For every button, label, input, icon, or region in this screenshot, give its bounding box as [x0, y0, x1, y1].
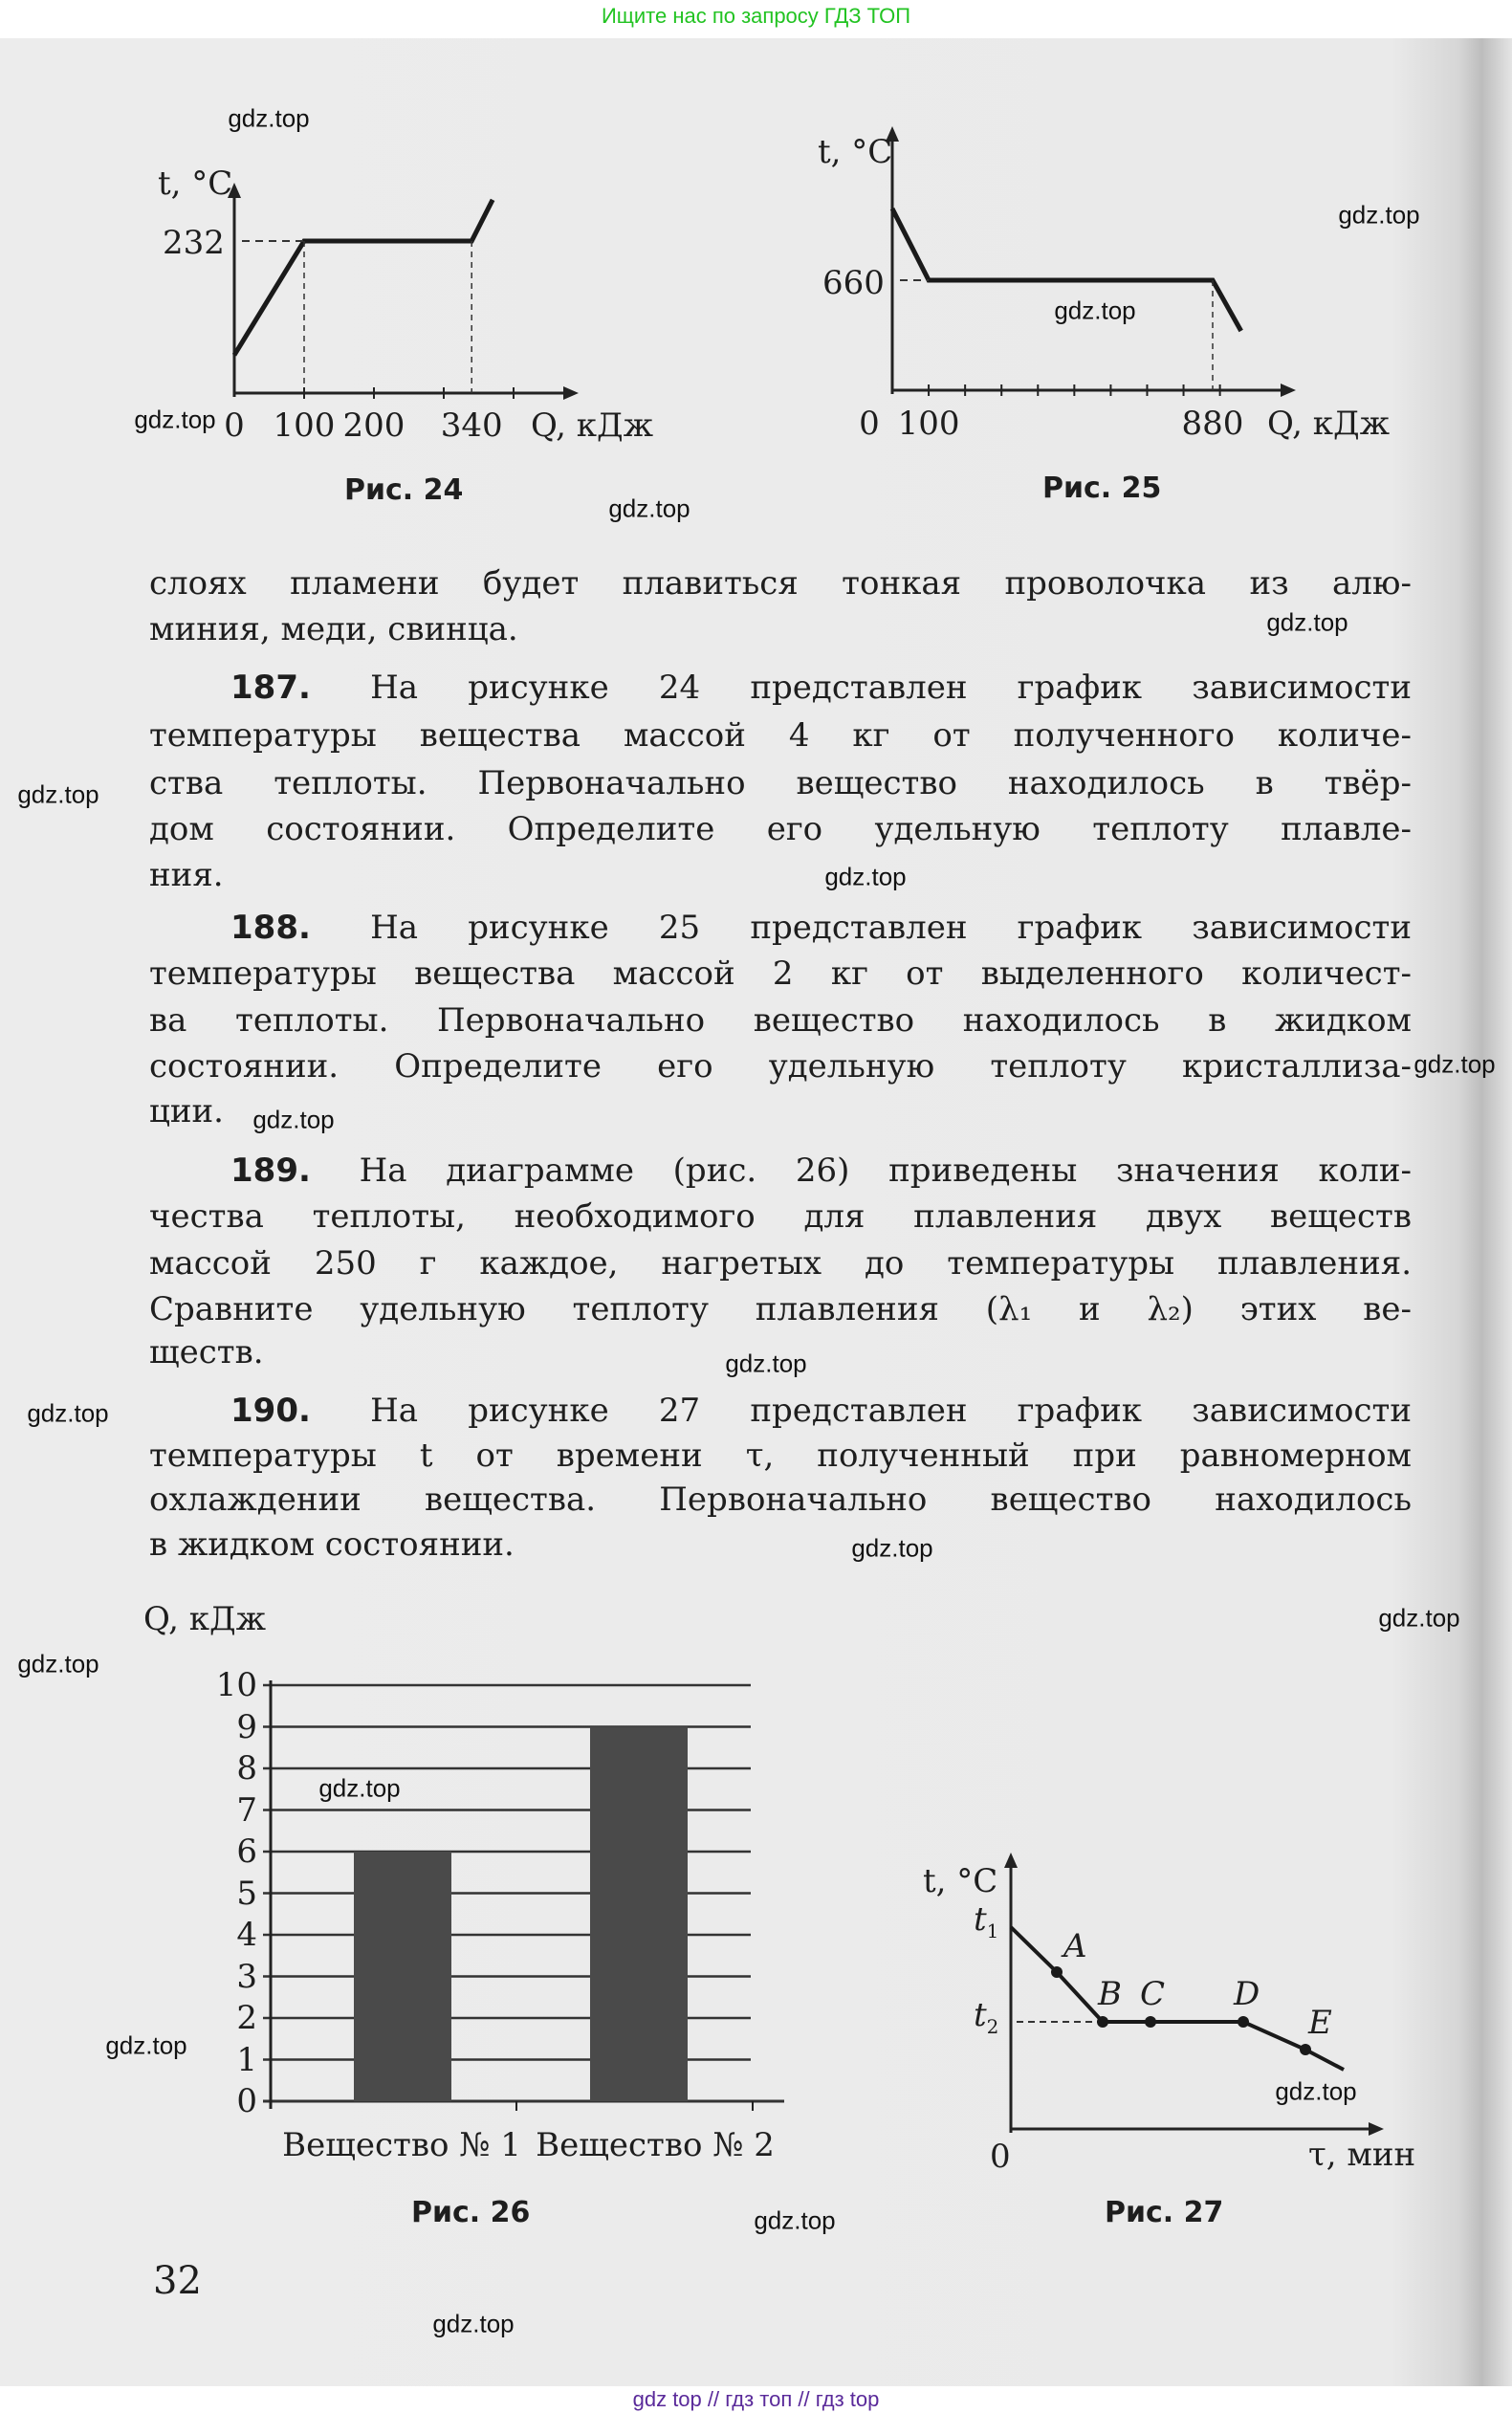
problem-number: 187. — [230, 669, 311, 707]
fig27-origin-label: 0 — [990, 2138, 1011, 2176]
problem-number: 188. — [230, 909, 311, 947]
fig26-y-tick-label: 2 — [236, 1999, 257, 2037]
text-content: температуры t от времени τ, полученный при равномерном — [149, 1437, 1412, 1475]
watermark-link[interactable]: gdz.top — [754, 2205, 836, 2235]
watermark-link[interactable]: gdz.top — [608, 494, 690, 523]
fig24-y-label: t, °C — [158, 165, 233, 203]
watermark-link[interactable]: gdz.top — [432, 2309, 515, 2338]
text-content: охлаждении вещества. Первоначально вещество находилось — [149, 1481, 1412, 1519]
fig25-tick-label: 880 — [1181, 405, 1244, 443]
watermark-link[interactable]: gdz.top — [1266, 607, 1348, 637]
fig26-y-tick-label: 9 — [236, 1707, 257, 1746]
watermark-link[interactable]: gdz.top — [17, 1649, 99, 1678]
text-content: ва теплоты. Первоначально вещество находилось в жидком — [149, 1001, 1412, 1040]
fig27-point-label: C — [1140, 1975, 1166, 2013]
watermark-link[interactable]: gdz.top — [228, 103, 310, 133]
text-content: ния. — [149, 856, 224, 894]
fig24-y-value: 232 — [163, 224, 225, 262]
fig27-point-label: B — [1098, 1975, 1122, 2013]
fig27-point — [1238, 2016, 1249, 2028]
text-content: ства теплоты. Первоначально вещество находилось в твёр- — [149, 764, 1412, 802]
fig26-category-label: Вещество № 2 — [536, 2126, 775, 2164]
fig24-tick-label: 200 — [342, 406, 405, 445]
fig26-bar — [590, 1727, 688, 2102]
fig24-x-arrow-icon — [563, 386, 579, 400]
watermark-link[interactable]: gdz.top — [27, 1398, 109, 1428]
watermark-link[interactable]: gdz.top — [1378, 1603, 1460, 1633]
watermark-link[interactable]: gdz.top — [17, 779, 99, 809]
fig25-tick-label: 0 — [859, 405, 880, 443]
text-content: миния, меди, свинца. — [149, 610, 518, 648]
fig26-caption: Рис. 26 — [411, 2196, 531, 2229]
text-content: ции. — [149, 1092, 224, 1130]
fig26-y-tick-label: 1 — [236, 2040, 257, 2079]
fig26-category-label: Вещество № 1 — [282, 2126, 521, 2164]
fig27-line — [1011, 1927, 1344, 2070]
fig27-point — [1097, 2016, 1108, 2028]
fig27-point — [1051, 1966, 1063, 1978]
fig24-tick-label: 340 — [440, 406, 503, 445]
text-content: в жидком состоянии. — [149, 1525, 515, 1564]
watermark-link[interactable]: gdz.top — [318, 1773, 401, 1803]
watermark-link[interactable]: gdz.top — [1054, 296, 1136, 325]
fig26-y-tick-label: 7 — [236, 1790, 257, 1830]
fig27-t1-label — [974, 1900, 999, 1947]
watermark-link[interactable]: gdz.top — [1275, 2076, 1357, 2106]
fig25-tick-label: 100 — [897, 405, 960, 443]
fig26-y-tick-label: 0 — [236, 2082, 257, 2120]
problem-number: 190. — [230, 1392, 311, 1430]
fig26-y-tick-label: 10 — [215, 1666, 257, 1704]
fig25-x-label: Q, кДж — [1267, 405, 1390, 443]
fig27-t2-label — [974, 1996, 999, 2043]
fig27-point-label: A — [1063, 1927, 1087, 1965]
watermark-link[interactable]: gdz.top — [134, 405, 216, 434]
fig25-x-arrow-icon — [1281, 384, 1296, 397]
fig24-tick-label: 100 — [273, 406, 336, 445]
watermark-link[interactable]: gdz.top — [824, 862, 907, 891]
text-content: ществ. — [149, 1333, 264, 1371]
text-content: На рисунке 24 представлен график зависимости — [370, 669, 1412, 707]
text-content: На рисунке 27 представлен график зависимости — [370, 1392, 1412, 1430]
text-content: дом состоянии. Определите его удельную теплоту плавле- — [149, 810, 1412, 848]
fig24-x-label: Q, кДж — [531, 406, 653, 445]
text-content: На диаграмме (рис. 26) приведены значения коли- — [359, 1152, 1412, 1190]
fig26-y-label: Q, кДж — [143, 1600, 266, 1638]
fig26-y-tick-label: 4 — [236, 1916, 257, 1954]
fig27-caption: Рис. 27 — [1105, 2196, 1224, 2229]
fig27-point-label: D — [1234, 1975, 1260, 2013]
watermark-link[interactable]: gdz.top — [1413, 1049, 1496, 1079]
fig26-y-tick-label: 3 — [236, 1957, 257, 1996]
fig27-y-arrow-icon — [1004, 1853, 1018, 1868]
problem-number: 189. — [230, 1152, 311, 1190]
fig25-y-label: t, °C — [818, 133, 893, 171]
fig26-bar — [354, 1852, 451, 2101]
watermark-link[interactable]: gdz.top — [105, 2030, 187, 2060]
watermark-link[interactable]: gdz.top — [1338, 200, 1420, 230]
fig26-y-tick-label: 6 — [236, 1832, 257, 1871]
fig26-y-tick-label: 5 — [236, 1874, 257, 1913]
fig24-tick-label: 0 — [224, 406, 245, 445]
t1-symbol: t — [974, 1900, 987, 1939]
fig27-x-label: τ, мин — [1308, 2136, 1416, 2174]
fig27-point-label: E — [1308, 2004, 1332, 2042]
fig26-y-tick-label: 8 — [236, 1749, 257, 1788]
fig27-point — [1300, 2044, 1311, 2055]
page-number: 32 — [153, 2259, 202, 2303]
watermark-link[interactable]: gdz.top — [252, 1105, 335, 1134]
fig27-point — [1145, 2016, 1156, 2028]
text-content: слоях пламени будет плавиться тонкая проволочка из алю- — [149, 564, 1412, 603]
footer-links[interactable]: gdz top // гдз топ // гдз top — [632, 2387, 880, 2411]
text-content: температуры вещества массой 4 кг от полученного количе- — [149, 716, 1412, 755]
text-content: состоянии. Определите его удельную теплоту кристаллиза- — [149, 1047, 1412, 1086]
text-content: Сравните удельную теплоту плавления (λ₁ и λ₂) этих ве- — [149, 1290, 1412, 1328]
top-notice: Ищите нас по запросу ГДЗ ТОП — [601, 4, 911, 28]
fig24-line — [234, 200, 493, 355]
text-content: чества теплоты, необходимого для плавления двух веществ — [149, 1197, 1412, 1236]
fig27-x-arrow-icon — [1369, 2122, 1384, 2136]
t1-subscript: 1 — [986, 1919, 999, 1942]
fig27-y-label: t, °C — [923, 1862, 998, 1900]
fig25-caption: Рис. 25 — [1042, 472, 1162, 505]
fig25-y-value: 660 — [822, 264, 885, 302]
text-content: массой 250 г каждое, нагретых до температуры плавления. — [149, 1244, 1412, 1283]
text-content: температуры вещества массой 2 кг от выделенного количест- — [149, 954, 1412, 993]
watermark-link[interactable]: gdz.top — [725, 1349, 807, 1378]
t2-subscript: 2 — [986, 2014, 999, 2038]
watermark-link[interactable]: gdz.top — [851, 1533, 933, 1563]
fig24-caption: Рис. 24 — [344, 473, 464, 507]
t2-symbol: t — [974, 1996, 987, 2034]
text-content: На рисунке 25 представлен график зависимости — [370, 909, 1412, 947]
